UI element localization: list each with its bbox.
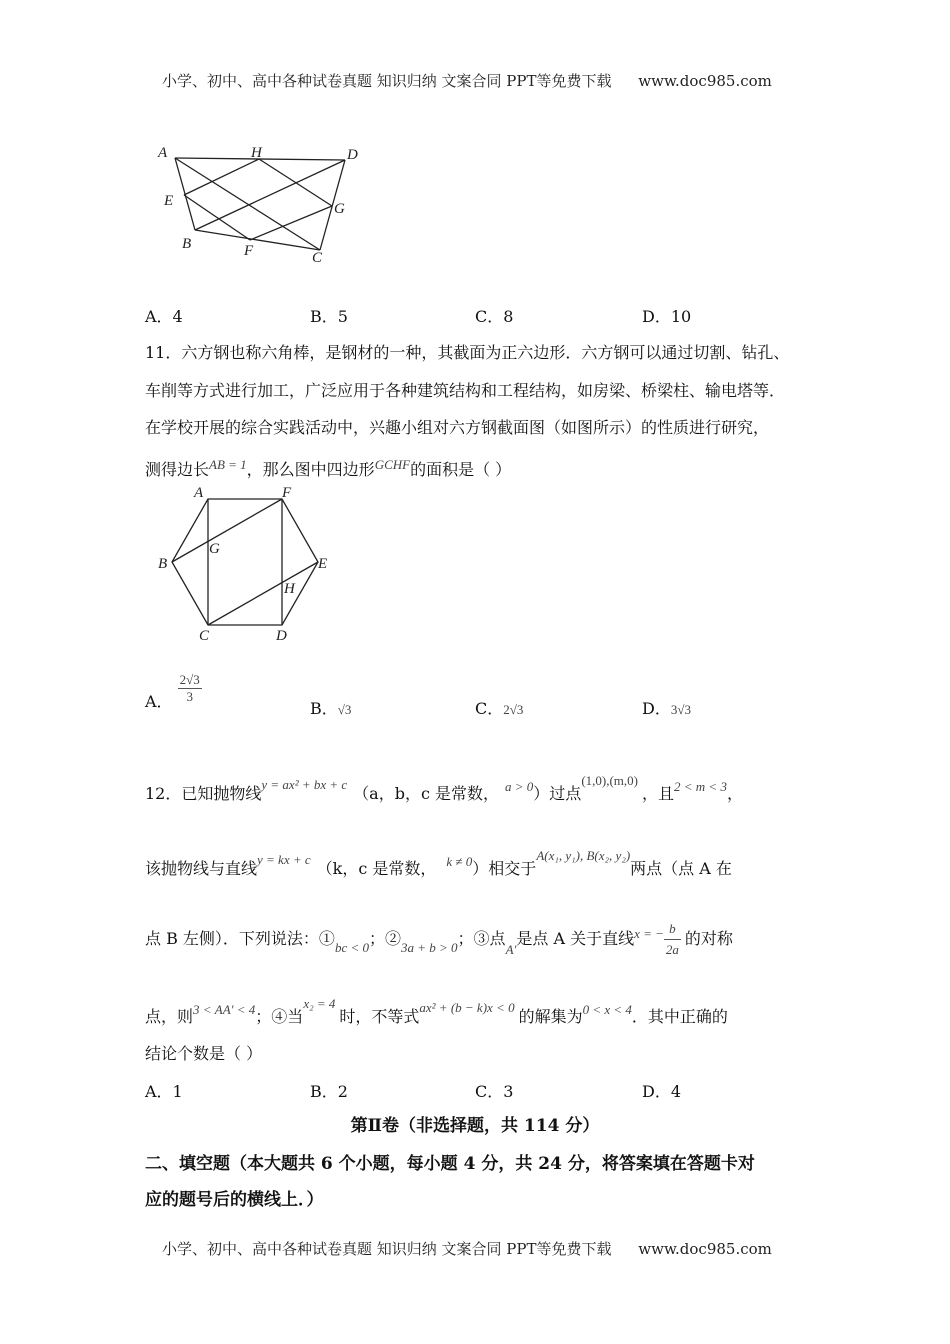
q11-option-d-value: 3√3 [670, 702, 691, 717]
q11-option-d-label: D． [642, 699, 671, 718]
label-C: C [312, 250, 323, 266]
q12-math-points: (1,0),(m,0) [581, 773, 638, 788]
q12-math-inequality: ax² + (b − k)x < 0 [419, 1000, 515, 1015]
q12-l3-e: 的对称 [684, 929, 733, 948]
page-header [162, 70, 772, 91]
q11-option-b-label: B． [310, 699, 338, 718]
label-F: F [244, 243, 254, 259]
page-footer [162, 1238, 772, 1259]
hex-label-H: H [284, 581, 295, 597]
section2-heading-line2: 应的题号后的横线上．） [145, 1190, 324, 1210]
q12-math-3ab: 3a + b > 0 [401, 940, 458, 955]
q12-math-aa-range: 3 < AA′ < 4 [193, 1002, 256, 1017]
q12-l3-a: 点 B 左侧）．下列说法：① [145, 929, 335, 948]
header-url: www.doc985.com [638, 72, 772, 90]
q12-line-3 [145, 919, 733, 960]
hex-label-G: G [209, 541, 220, 557]
q12-option-a: A．1 [145, 1082, 183, 1101]
q11-math-ab: AB = 1 [209, 457, 247, 472]
q11-line4-post: 的面积是（ ） [410, 460, 512, 479]
trapezoid-lines [175, 158, 345, 250]
q12-line-2 [145, 846, 732, 879]
q11-line4-mid: ，那么图中四边形 [246, 460, 375, 479]
q12-l4-c: 时，不等式 [339, 1007, 420, 1026]
label-G: G [334, 201, 345, 217]
q12-axis-denominator: 2a [665, 942, 679, 957]
q11-option-a-label: A． [145, 692, 173, 711]
q12-l2-a: 该抛物线与直线 [145, 859, 258, 878]
hexagon-figure [150, 480, 340, 645]
q11-option-b-value: √3 [337, 702, 352, 717]
q11-math-gchf: GCHF [374, 457, 411, 472]
q11-line-4 [145, 455, 511, 480]
q12-l3-b: ；② [368, 929, 401, 948]
q12-math-x2: x₂ = 4 [303, 996, 336, 1011]
hex-label-C: C [199, 628, 210, 644]
q10-option-c: C．8 [475, 307, 514, 326]
q12-l2-b: （k，c 是常数， [316, 859, 437, 878]
q12-l4-a: 点，则 [145, 1007, 194, 1026]
q12-option-c: C．3 [475, 1082, 514, 1101]
q12-l2-c: ）相交于 [472, 859, 537, 878]
hex-label-B: B [158, 556, 168, 572]
q12-option-d: D．4 [642, 1082, 682, 1101]
footer-url: www.doc985.com [638, 1240, 772, 1258]
q11-option-a-numerator: 2√3 [179, 672, 200, 687]
label-H: H [251, 145, 262, 161]
q12-axis-numerator: b [664, 919, 681, 940]
q11-option-d [642, 696, 691, 719]
q12-math-m-range: 2 < m < 3 [674, 779, 727, 794]
q12-math-intersections: A(x₁, y₁), B(x₂, y₂) [536, 848, 631, 863]
q12-axis-fraction [664, 919, 681, 960]
hex-label-F: F [282, 485, 292, 501]
q12-l1-e: ， [726, 784, 743, 803]
footer-text: 小学、初中、高中各种试卷真题 知识归纳 文案合同 PPT等免费下载 [162, 1240, 612, 1258]
label-E: E [164, 193, 174, 209]
q12-l4-b: ；④当 [255, 1007, 304, 1026]
q12-line-5: 结论个数是（ ） [145, 1044, 263, 1063]
q12-l4-d: 的解集为 [518, 1007, 583, 1026]
q12-l3-c: ；③点 [457, 929, 506, 948]
hex-label-D: D [276, 628, 287, 644]
q12-math-a-positive: a > 0 [505, 779, 534, 794]
q12-l1-d: ，且 [642, 784, 675, 803]
label-A: A [158, 145, 168, 161]
q12-math-parabola: y = ax² + bx + c [261, 777, 348, 792]
q12-math-axis: x = − [634, 926, 664, 941]
q12-l3-d: 是点 A 关于直线 [516, 929, 635, 948]
label-B: B [182, 236, 192, 252]
q10-option-a: A．4 [145, 307, 183, 326]
q12-line-1 [145, 771, 743, 804]
section2-title: 第Ⅱ卷（非选择题，共 114 分） [350, 1116, 600, 1136]
q12-option-b: B．2 [310, 1082, 348, 1101]
q12-l1-a: 12．已知抛物线 [145, 784, 262, 803]
hex-label-A: A [194, 485, 204, 501]
q12-math-bc: bc < 0 [334, 940, 369, 955]
q12-math-a-prime: A′ [505, 942, 517, 957]
q11-option-c [475, 696, 523, 719]
q11-option-a-denominator: 3 [186, 689, 193, 704]
q11-option-a-fraction [178, 672, 202, 705]
q11-line4-pre: 测得边长 [145, 460, 210, 479]
q12-l1-c: ）过点 [533, 784, 582, 803]
q12-l2-d: 两点（点 A 在 [630, 859, 732, 878]
q12-math-k-nonzero: k ≠ 0 [446, 854, 473, 869]
q12-math-solution: 0 < x < 4 [582, 1002, 632, 1017]
trapezoid-figure [150, 140, 380, 270]
q12-l1-b: （a，b，c 是常数， [353, 784, 500, 803]
q11-line-1: 11．六方钢也称六角棒，是钢材的一种，其截面为正六边形．六方钢可以通过切割、钻孔、 [145, 343, 790, 362]
q10-option-d: D．10 [642, 307, 692, 326]
q12-math-line: y = kx + c [257, 852, 311, 867]
q12-line-4 [145, 994, 728, 1027]
q11-option-c-label: C． [475, 699, 504, 718]
q11-option-a [145, 672, 202, 712]
q11-line-2: 车削等方式进行加工，广泛应用于各种建筑结构和工程结构，如房梁、桥梁柱、输电塔等． [145, 381, 786, 400]
label-D: D [347, 147, 358, 163]
hexagon-lines [172, 499, 318, 625]
q12-l4-e: ．其中正确的 [631, 1007, 728, 1026]
q11-option-b [310, 696, 351, 719]
q11-line-3: 在学校开展的综合实践活动中，兴趣小组对六方钢截面图（如图所示）的性质进行研究， [145, 418, 770, 437]
hex-label-E: E [318, 556, 328, 572]
header-text: 小学、初中、高中各种试卷真题 知识归纳 文案合同 PPT等免费下载 [162, 72, 612, 90]
q10-option-b: B．5 [310, 307, 348, 326]
q11-option-c-value: 2√3 [503, 702, 524, 717]
section2-heading-line1: 二、填空题（本大题共 6 个小题，每小题 4 分，共 24 分，将答案填在答题卡对 [145, 1154, 755, 1174]
